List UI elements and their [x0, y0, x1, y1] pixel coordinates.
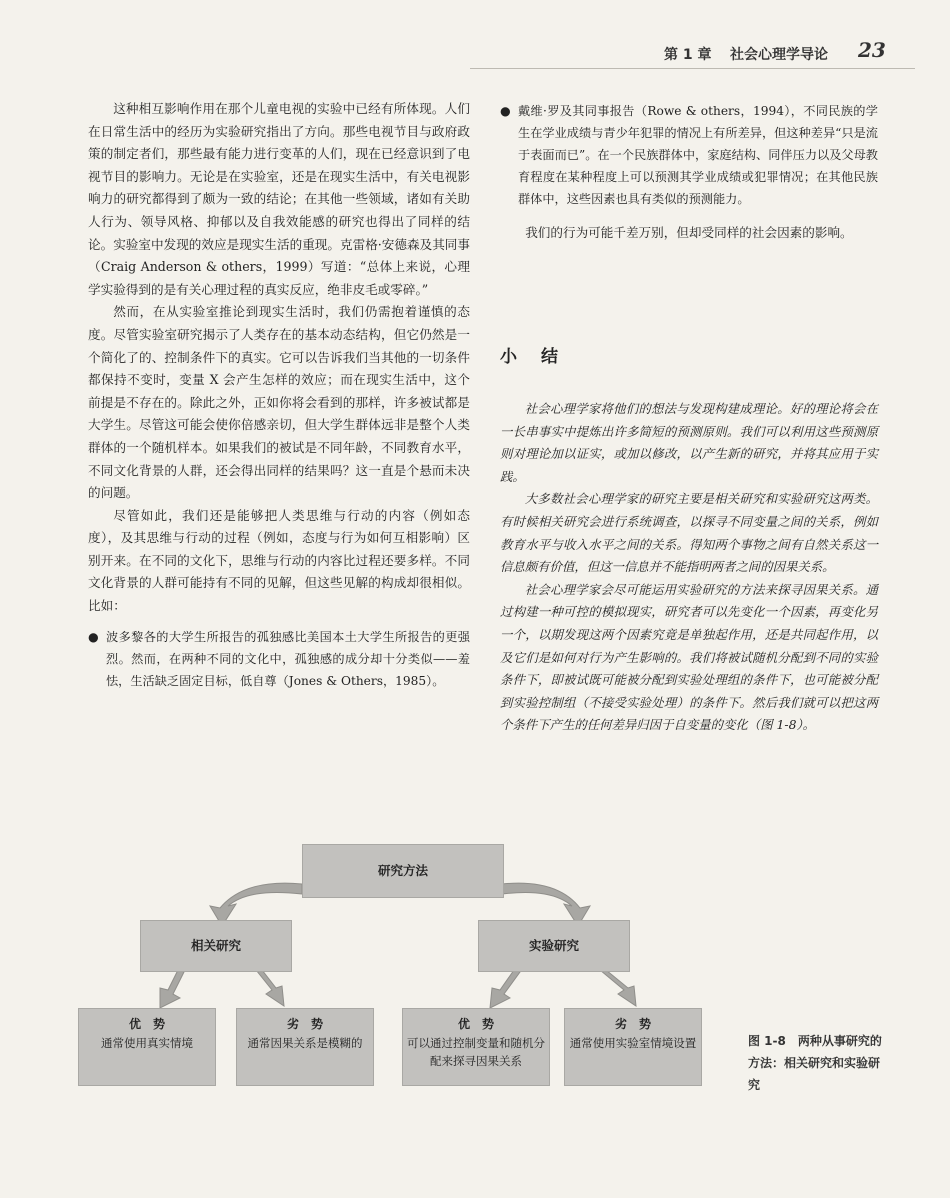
correlational-disadvantage-box: [236, 1008, 374, 1086]
leaf-title: 优 势: [457, 1017, 494, 1031]
bullet-dot: ●: [88, 629, 99, 644]
leaf-desc: 通常使用实验室情境设置: [569, 1036, 697, 1050]
paragraph-2: 然而，在从实验室推论到现实生活时，我们仍需抱着谨慎的态度。尽管实验室研究揭示了人类存在的基本动态结构，但它仍然是一个简化了的、控制条件下的真实。它可以告诉我们当其他的一切条件都保持不变时，变量 X 会产生怎样的效应；而在现实生活中，这个前提是不存在的。除此之外，正如你将会看到的那样，许多被试都是大学生。尽管这可能会使你倍感亲切，但大学生群体远非是整个人类群体的一个随机样本。如果我们的被试是不同年龄，不同教育水平，不同文化背景的人群，还会得出同样的结果吗？这一直是个悬而未决的问题。: [88, 304, 470, 501]
bullet-text-2: 戴维·罗及其同事报告（Rowe & others，1994），不同民族的学生在学业成绩与青少年犯罪的情况上有所差异，但这种差异“只是流于表面而已”。在一个民族群体中，家庭结构、同伴压力以及父母教育程度在某种程度上可以预测其学业成绩或犯罪情况；在其他民族群体中，这些因素也具有类似的预测能力。: [518, 104, 878, 206]
experimental-disadvantage-box: [564, 1008, 702, 1086]
bullet-dot: ●: [500, 104, 511, 118]
leaf-title: 劣 势: [614, 1017, 651, 1031]
paragraph-4: 我们的行为可能千差万别，但却受同样的社会因素的影响。: [525, 225, 853, 240]
arrow-to-leaf4: [600, 970, 636, 1006]
research-methods-diagram: [60, 840, 760, 1110]
left-column: [88, 98, 470, 692]
figure-caption: 图 1-8 两种从事研究的方法：相关研究和实验研究: [748, 1034, 882, 1092]
summary-heading: 小结: [500, 347, 582, 367]
chapter-label: 第 1 章: [664, 47, 712, 63]
paragraph-3: 尽管如此，我们还是能够把人类思维与行动的内容（例如态度），及其思维与行动的过程（例如，态度与行为如何互相影响）区别开来。在不同的文化下，思维与行动的内容比过程还要多样。不同文化背景的人群可能持有不同的见解，但这些见解的构成却很相似。比如：: [88, 507, 470, 614]
bullet-text-1: 波多黎各的大学生所报告的孤独感比美国本土大学生所报告的更强烈。然而，在两种不同的文化中，孤独感的成分却十分类似——羞怯，生活缺乏固定目标，低自尊（Jones & Others，1985）。: [106, 629, 470, 688]
experimental-research-box: 实验研究: [478, 920, 630, 972]
leaf-title: 优 势: [128, 1017, 165, 1031]
summary-section: [500, 398, 878, 737]
summary-paragraph-3: 社会心理学家会尽可能运用实验研究的方法来探寻因果关系。通过构建一种可控的模拟现实，研究者可以先变化一个因素，再变化另一个，以期发现这两个因素究竟是单独起作用，还是共同起作用，以及它们是如何对行为产生影响的。我们将被试随机分配到不同的实验条件下，即被试既可能被分配到实验处理组的条件下，也可能被分配到实验控制组（不接受实验处理）的条件下。然后我们就可以把这两个条件下产生的任何差异归因于自变量的变化（图 1-8）。: [500, 581, 878, 733]
chapter-title: 社会心理学导论: [730, 47, 828, 63]
experimental-advantage-box: [402, 1008, 550, 1086]
diagram-root-box: 研究方法: [302, 844, 504, 898]
correlational-research-box: 相关研究: [140, 920, 292, 972]
correlational-advantage-box: [78, 1008, 216, 1086]
summary-paragraph-1: 社会心理学家将他们的想法与发现构建成理论。好的理论将会在一长串事实中提炼出许多简短的预测原则。我们可以利用这些预测原则对理论加以证实，或加以修改，以产生新的研究，并将其应用于实践。: [500, 401, 878, 484]
arrow-to-leaf1: [160, 970, 184, 1008]
paragraph-1: 这种相互影响作用在那个儿童电视的实验中已经有所体现。人们在日常生活中的经历为实验研究指出了方向。那些电视节目与政府政策的制定者们，那些最有能力进行变革的人们，现在已经意识到了电视节目的影响力。无论是在实验室，还是在现实生活中，有关电视影响力的研究都得到了颇为一致的结论；在其他一些领域，诸如有关助人行为、领导风格、抑郁以及自我效能感的研究也得出了同样的结论。实验室中发现的效应是现实生活的重现。克雷格·安德森及其同事（Craig Anderson & others，1999）写道：“总体上来说，心理学实验得到的是有关心理过程的真实反应，绝非皮毛或零碎。”: [88, 101, 470, 297]
bullet-item-2: [500, 100, 878, 210]
leaf-desc: 通常因果关系是模糊的: [247, 1036, 363, 1050]
header-rule: [470, 68, 915, 69]
right-column: [500, 100, 878, 245]
arrow-to-leaf3: [490, 970, 520, 1008]
leaf-desc: 可以通过控制变量和随机分配来探寻因果关系: [407, 1036, 545, 1068]
bullet-item-1: [88, 626, 470, 692]
leaf-desc: 通常使用真实情境: [101, 1036, 193, 1050]
leaf-title: 劣 势: [286, 1017, 323, 1031]
summary-paragraph-2: 大多数社会心理学家的研究主要是相关研究和实验研究这两类。有时候相关研究会进行系统调查，以探寻不同变量之间的关系，例如教育水平与收入水平之间的关系。得知两个事物之间有自然关系这一信息颇有价值，但这一信息并不能指明两者之间的因果关系。: [500, 491, 878, 575]
arrow-to-leaf2: [256, 970, 284, 1006]
page-number: 23: [858, 38, 886, 62]
